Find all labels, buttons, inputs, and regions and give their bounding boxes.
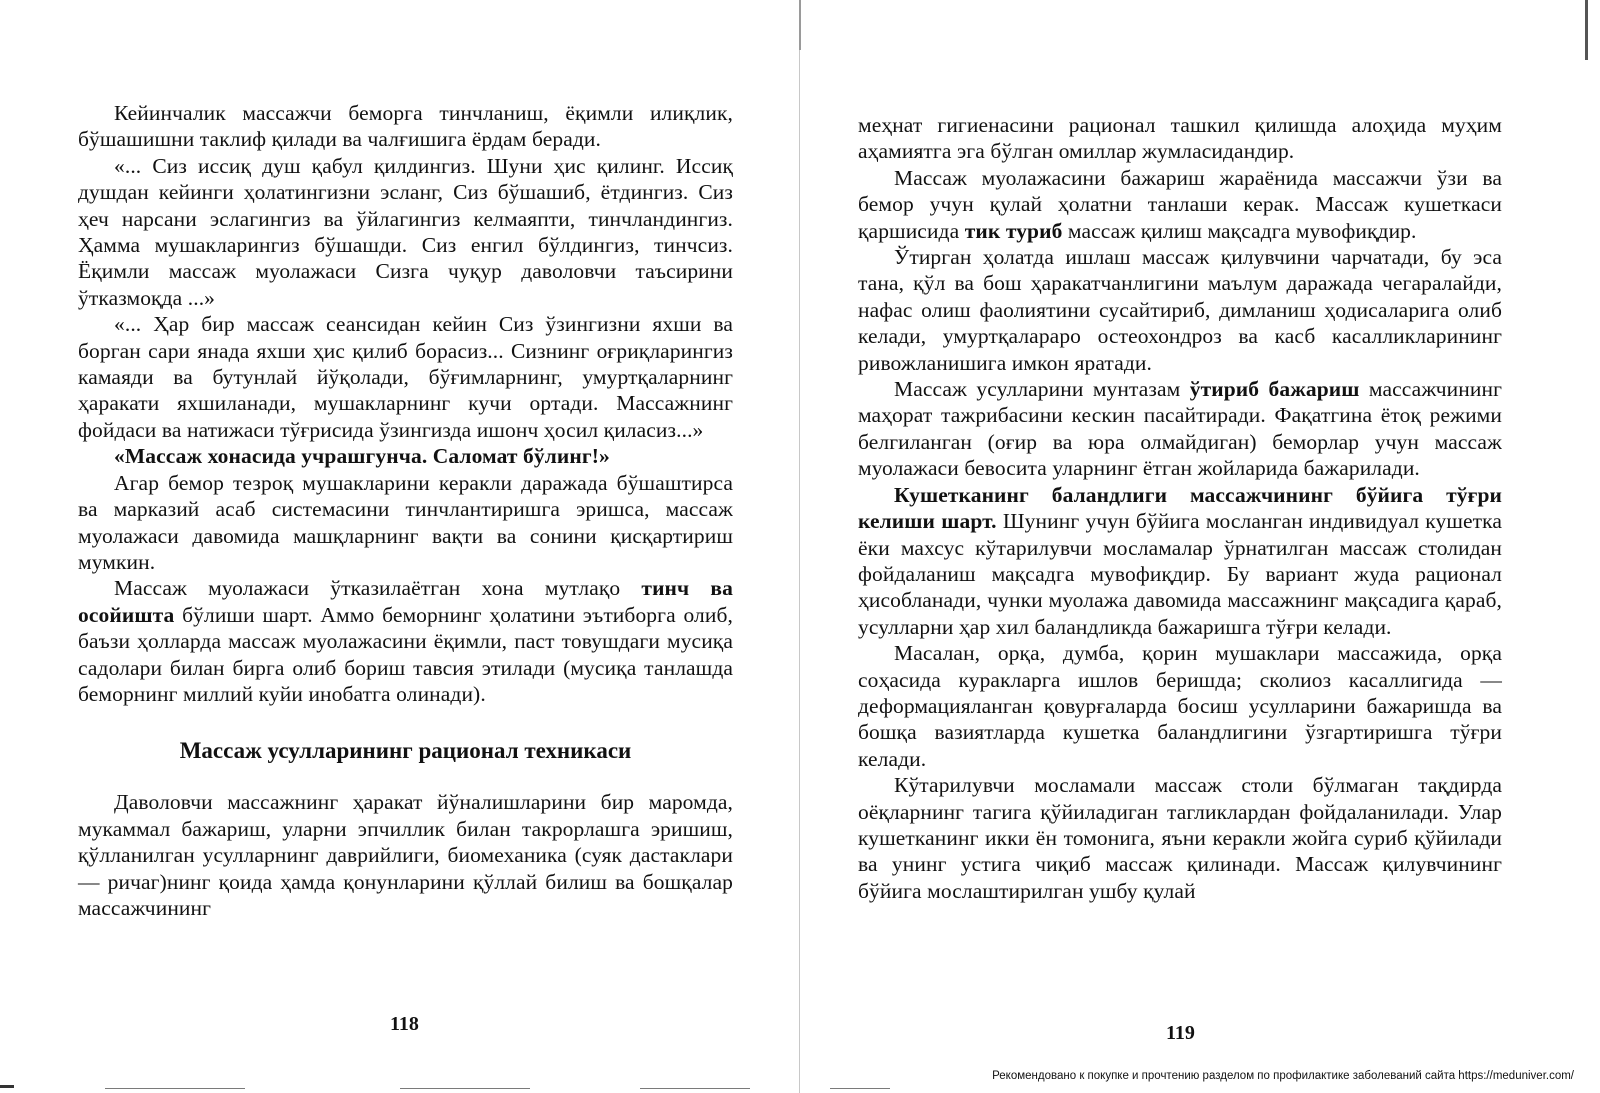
text-run: Шунинг учун бўйига мосланган индивидуал кушетка ёки махсус кўтарилувчи мосламалар ўрнатилган массаж столидан фойдаланиш мақсадга мувофиқдир. Бу вариант жуда рационал ҳисобланади, чунки муолажа давомида массажнинг мақсадига қараб, усулларни ҳар хил баландликда бажаришга тўғри келади. — [858, 509, 1503, 639]
page-number-right: 119 — [1166, 1022, 1195, 1044]
text-run: «... Ҳар бир массаж сеансидан кейин Сиз ўзингизни яхши ва борган сари янада яхши ҳис қилиб борасиз... Сизнинг оғриқларингиз камаяди ва бутунлай йўқолади, бўғимларнинг, умуртқаларнинг ҳаракати яхшиланади, мушакларнинг кучи ортади. Массажнинг фойдаси ва натижаси тўғрисида ўзингизда ишонч ҳосил қиласиз...» — [78, 312, 733, 442]
scan-artifact-line — [830, 1088, 890, 1089]
footer-recommendation: Рекомендовано к покупке и прочтению разделом по профилактике заболеваний сайта https://meduniver.com/ — [992, 1070, 1574, 1082]
paragraph — [78, 470, 733, 576]
scan-artifact-line — [400, 1088, 530, 1089]
page-number-left: 118 — [390, 1013, 419, 1035]
paragraph — [858, 244, 1502, 376]
bold-text: тинч ва осойишта — [78, 576, 733, 627]
scan-artifact-line — [105, 1088, 245, 1089]
text-run: меҳнат гигиенасини рационал ташкил қилишда алоҳида муҳим аҳамиятга эга бўлган омиллар жумласидандир. — [858, 113, 1502, 164]
paragraph — [78, 100, 733, 153]
scan-edge-mark — [1585, 0, 1588, 60]
paragraph — [78, 311, 733, 443]
text-run: Кейинчалик массажчи беморга тинчланиш, ёқимли илиқлик, бўшашишни таклиф қилади ва чалғишига ёрдам беради. — [78, 101, 733, 152]
paragraph — [78, 575, 733, 707]
text-run: «... Сиз иссиқ душ қабул қилдингиз. Шуни ҳис қилинг. Иссиқ душдан кейинги ҳолатингизни эсланг, Сиз бўшашиб, ётдингиз. Сиз ҳеч нарсани эслагингиз ва ўйлагингиз келмаяпти, тинчландингиз. Ҳамма мушакларингиз бўшашди. Сиз енгил бўлдингиз, тинчсиз. Ёқимли массаж муолажаси Сизга чуқур даволовчи таъсирини ўтказмоқда ...» — [78, 153, 733, 310]
paragraph — [858, 376, 1502, 482]
paragraph — [858, 165, 1502, 244]
text-run: Кўтарилувчи мосламали массаж столи бўлмаган тақдирда оёқларнинг тагига қўйиладиган тагликлардан фойдаланилади. Улар кушетканинг икки ён томонига, яъни керакли жойга суриб қўйилади ва унинг устига чиқиб массаж қилинади. Массаж қилувчининг бўйига мослаштирилган ушбу қулай — [858, 773, 1502, 903]
scan-edge-mark — [0, 1085, 14, 1088]
bold-text: Кушетканинг баландлиги массажчининг бўйига тўғри келиши шарт. — [858, 482, 1502, 534]
bold-text: ўтириб бажариш — [1189, 377, 1360, 402]
text-run: массаж қилиш мақсадга мувофиқдир. — [1062, 218, 1417, 243]
text-run: бўлиши шарт. Аммо беморнинг ҳолатини эътиборга олиб, баъзи ҳолларда массаж муолажасини ёқимли, паст товушдаги мусиқа садолари билан бирга олиб бориш тавсия этилади (мусиқа танлашда беморнинг миллий куйи инобатга олинади). — [78, 602, 733, 706]
paragraph — [858, 482, 1502, 640]
text-run: Массаж муолажаси ўтказилаётган хона мутлақо — [114, 576, 642, 601]
section-heading: Массаж усулларининг рационал техникаси — [179, 738, 632, 764]
right-page-body — [858, 112, 1502, 904]
paragraph — [78, 443, 733, 469]
right-page — [858, 112, 1502, 904]
text-run: Даволовчи массажнинг ҳаракат йўналишларини бир маромда, мукаммал бажариш, уларни эпчиллик билан такрорлашга эришиш, қўлланилган усулларнинг даврийлиги, биомеханика (суяк дастаклари — ричаг)нинг қоида ҳамда қонунларини қўллай билиш ва бошқалар массажчининг — [78, 790, 733, 920]
bold-text: «Массаж хонасида учрашгунча. Саломат бўлинг!» — [114, 444, 610, 469]
text-run: Агар бемор тезроқ мушакларини керакли даражада бўшаштирса ва марказий асаб системасини тинчлантиришга эришса, массаж муолажаси давомида машқларнинг вақти ва сонини қисқартириш мумкин. — [78, 470, 733, 574]
book-spine — [799, 0, 800, 1093]
text-run: массажчининг маҳорат тажрибасини кескин пасайтиради. Фақатгина ётоқ режими белгиланган (оғир ва юра олмайдиган) беморлар учун массаж муолажаси бевосита уларнинг ётган жойларида бажарилади. — [858, 377, 1502, 481]
book-spine-top — [799, 0, 801, 50]
text-run: Массаж усулларини мунтазам — [894, 377, 1190, 402]
paragraph — [78, 153, 733, 311]
text-run: Ўтирган ҳолатда ишлаш массаж қилувчини чарчатади, бу эса тана, қўл ва бош ҳаракатчанлигини маълум даражада чегаралайди, нафас олиш фаолиятини сусайтириб, димланиш ҳодисаларига олиб келади, умуртқалараро остеохондроз ва касб касалликларининг ривожланишига имкон яратади. — [858, 245, 1502, 375]
bold-text: тик туриб — [964, 218, 1063, 243]
text-run: Масалан, орқа, думба, қорин мушаклари массажида, орқа соҳасида куракларга ишлов беришда; сколиоз касаллигида — деформацияланган қовурғаларда босиш усулларини бажаришда ва бошқа вазиятларда кушетка баландлигини ўзгартиришга тўғри келади. — [858, 641, 1502, 771]
paragraph — [858, 112, 1502, 165]
left-page-body — [78, 100, 733, 707]
text-run: Массаж муолажасини бажариш жараёнида массажчи ўзи ва бемор учун қулай ҳолатни танлаши керак. Массаж кушеткаси қаршисида — [858, 165, 1502, 243]
left-page — [78, 100, 733, 921]
paragraph — [858, 640, 1502, 772]
scan-artifact-line — [640, 1088, 750, 1089]
paragraph — [858, 772, 1502, 904]
paragraph — [78, 789, 733, 921]
left-page-body-after — [78, 789, 733, 921]
